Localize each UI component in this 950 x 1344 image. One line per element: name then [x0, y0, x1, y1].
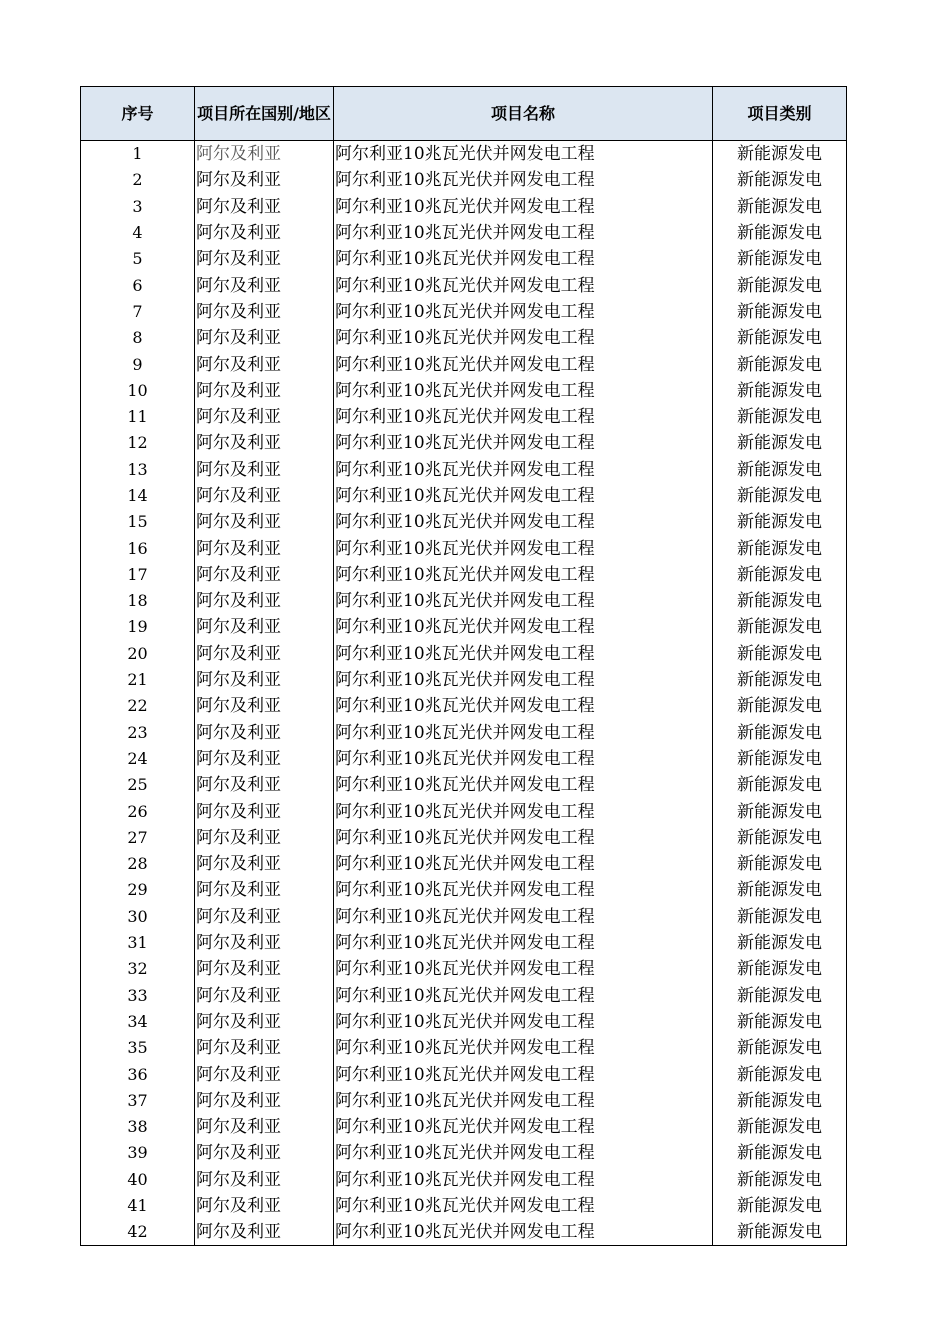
table-header: [81, 87, 847, 141]
table-row: [81, 851, 847, 877]
row-project-name-cell: 阿尔利亚10兆瓦光伏并网发电工程: [334, 325, 713, 351]
row-category-cell: 新能源发电: [713, 246, 847, 272]
row-project-name-cell: 阿尔利亚10兆瓦光伏并网发电工程: [334, 983, 713, 1009]
row-project-name-cell: 阿尔利亚10兆瓦光伏并网发电工程: [334, 141, 713, 168]
row-seq-cell: 15: [81, 509, 195, 535]
table-row: [81, 693, 847, 719]
row-seq-cell: 24: [81, 746, 195, 772]
row-category-cell: 新能源发电: [713, 483, 847, 509]
row-category-cell: 新能源发电: [713, 1193, 847, 1219]
row-region-cell: 阿尔及利亚: [195, 483, 334, 509]
row-project-name-cell: 阿尔利亚10兆瓦光伏并网发电工程: [334, 851, 713, 877]
row-category-cell: 新能源发电: [713, 1219, 847, 1246]
row-project-name-cell: 阿尔利亚10兆瓦光伏并网发电工程: [334, 877, 713, 903]
table-row: [81, 351, 847, 377]
row-category-cell: 新能源发电: [713, 1061, 847, 1087]
table-row: [81, 1035, 847, 1061]
row-project-name-cell: 阿尔利亚10兆瓦光伏并网发电工程: [334, 930, 713, 956]
row-project-name-cell: 阿尔利亚10兆瓦光伏并网发电工程: [334, 588, 713, 614]
row-region-cell: 阿尔及利亚: [195, 351, 334, 377]
table-row: [81, 325, 847, 351]
row-project-name-cell: 阿尔利亚10兆瓦光伏并网发电工程: [334, 509, 713, 535]
row-category-cell: 新能源发电: [713, 877, 847, 903]
row-project-name-cell: 阿尔利亚10兆瓦光伏并网发电工程: [334, 1009, 713, 1035]
table-row: [81, 772, 847, 798]
row-region-cell: 阿尔及利亚: [195, 614, 334, 640]
table-row: [81, 746, 847, 772]
row-project-name-cell: 阿尔利亚10兆瓦光伏并网发电工程: [334, 667, 713, 693]
row-project-name-cell: 阿尔利亚10兆瓦光伏并网发电工程: [334, 457, 713, 483]
row-seq-cell: 10: [81, 378, 195, 404]
project-table: [80, 86, 847, 1246]
row-region-cell: 阿尔及利亚: [195, 457, 334, 483]
row-region-cell: 阿尔及利亚: [195, 1035, 334, 1061]
row-seq-cell: 2: [81, 167, 195, 193]
row-category-cell: 新能源发电: [713, 930, 847, 956]
row-project-name-cell: 阿尔利亚10兆瓦光伏并网发电工程: [334, 167, 713, 193]
row-seq-cell: 39: [81, 1140, 195, 1166]
row-category-cell: 新能源发电: [713, 1140, 847, 1166]
row-project-name-cell: 阿尔利亚10兆瓦光伏并网发电工程: [334, 720, 713, 746]
table-row: [81, 509, 847, 535]
table-row: [81, 1193, 847, 1219]
table-row: [81, 194, 847, 220]
row-region-cell: 阿尔及利亚: [195, 825, 334, 851]
row-region-cell: 阿尔及利亚: [195, 1061, 334, 1087]
row-project-name-cell: 阿尔利亚10兆瓦光伏并网发电工程: [334, 299, 713, 325]
row-category-cell: 新能源发电: [713, 1035, 847, 1061]
row-project-name-cell: 阿尔利亚10兆瓦光伏并网发电工程: [334, 956, 713, 982]
table-row: [81, 299, 847, 325]
table-row: [81, 956, 847, 982]
row-region-cell: 阿尔及利亚: [195, 983, 334, 1009]
row-region-cell: 阿尔及利亚: [195, 430, 334, 456]
table-row: [81, 1167, 847, 1193]
row-seq-cell: 29: [81, 877, 195, 903]
row-seq-cell: 28: [81, 851, 195, 877]
row-category-cell: 新能源发电: [713, 457, 847, 483]
row-seq-cell: 32: [81, 956, 195, 982]
row-seq-cell: 34: [81, 1009, 195, 1035]
table-row: [81, 1009, 847, 1035]
row-seq-cell: 36: [81, 1061, 195, 1087]
table-row: [81, 667, 847, 693]
row-seq-cell: 27: [81, 825, 195, 851]
row-seq-cell: 21: [81, 667, 195, 693]
header-region: 项目所在国别/地区: [195, 87, 334, 141]
row-region-cell: 阿尔及利亚: [195, 667, 334, 693]
row-region-cell: 阿尔及利亚: [195, 956, 334, 982]
row-category-cell: 新能源发电: [713, 720, 847, 746]
table-row: [81, 141, 847, 168]
row-category-cell: 新能源发电: [713, 1114, 847, 1140]
row-category-cell: 新能源发电: [713, 614, 847, 640]
row-project-name-cell: 阿尔利亚10兆瓦光伏并网发电工程: [334, 1140, 713, 1166]
row-category-cell: 新能源发电: [713, 588, 847, 614]
row-category-cell: 新能源发电: [713, 693, 847, 719]
row-category-cell: 新能源发电: [713, 272, 847, 298]
row-seq-cell: 17: [81, 562, 195, 588]
row-region-cell: 阿尔及利亚: [195, 851, 334, 877]
row-seq-cell: 14: [81, 483, 195, 509]
row-region-cell: 阿尔及利亚: [195, 509, 334, 535]
row-region-cell: 阿尔及利亚: [195, 930, 334, 956]
row-seq-cell: 23: [81, 720, 195, 746]
row-category-cell: 新能源发电: [713, 904, 847, 930]
row-region-cell: 阿尔及利亚: [195, 1167, 334, 1193]
row-category-cell: 新能源发电: [713, 141, 847, 168]
table-row: [81, 404, 847, 430]
table-row: [81, 1114, 847, 1140]
row-project-name-cell: 阿尔利亚10兆瓦光伏并网发电工程: [334, 641, 713, 667]
header-row: [81, 87, 847, 141]
row-category-cell: 新能源发电: [713, 299, 847, 325]
row-region-cell: 阿尔及利亚: [195, 1219, 334, 1246]
row-category-cell: 新能源发电: [713, 825, 847, 851]
row-category-cell: 新能源发电: [713, 404, 847, 430]
row-region-cell: 阿尔及利亚: [195, 1193, 334, 1219]
row-region-cell: 阿尔及利亚: [195, 1009, 334, 1035]
table-row: [81, 1061, 847, 1087]
row-seq-cell: 5: [81, 246, 195, 272]
table-row: [81, 272, 847, 298]
row-seq-cell: 25: [81, 772, 195, 798]
row-project-name-cell: 阿尔利亚10兆瓦光伏并网发电工程: [334, 535, 713, 561]
table-row: [81, 167, 847, 193]
row-region-cell: 阿尔及利亚: [195, 798, 334, 824]
table-row: [81, 614, 847, 640]
row-project-name-cell: 阿尔利亚10兆瓦光伏并网发电工程: [334, 904, 713, 930]
table-row: [81, 457, 847, 483]
row-project-name-cell: 阿尔利亚10兆瓦光伏并网发电工程: [334, 562, 713, 588]
row-category-cell: 新能源发电: [713, 746, 847, 772]
row-seq-cell: 33: [81, 983, 195, 1009]
row-category-cell: 新能源发电: [713, 1167, 847, 1193]
row-seq-cell: 16: [81, 535, 195, 561]
row-region-cell: 阿尔及利亚: [195, 220, 334, 246]
table-row: [81, 588, 847, 614]
row-region-cell: 阿尔及利亚: [195, 141, 334, 168]
row-region-cell: 阿尔及利亚: [195, 1114, 334, 1140]
row-project-name-cell: 阿尔利亚10兆瓦光伏并网发电工程: [334, 272, 713, 298]
table-row: [81, 930, 847, 956]
row-category-cell: 新能源发电: [713, 1009, 847, 1035]
row-project-name-cell: 阿尔利亚10兆瓦光伏并网发电工程: [334, 693, 713, 719]
row-project-name-cell: 阿尔利亚10兆瓦光伏并网发电工程: [334, 1219, 713, 1246]
row-project-name-cell: 阿尔利亚10兆瓦光伏并网发电工程: [334, 246, 713, 272]
row-project-name-cell: 阿尔利亚10兆瓦光伏并网发电工程: [334, 430, 713, 456]
row-region-cell: 阿尔及利亚: [195, 404, 334, 430]
table-row: [81, 904, 847, 930]
row-seq-cell: 18: [81, 588, 195, 614]
row-category-cell: 新能源发电: [713, 430, 847, 456]
row-category-cell: 新能源发电: [713, 1088, 847, 1114]
row-project-name-cell: 阿尔利亚10兆瓦光伏并网发电工程: [334, 351, 713, 377]
row-region-cell: 阿尔及利亚: [195, 562, 334, 588]
row-region-cell: 阿尔及利亚: [195, 535, 334, 561]
row-category-cell: 新能源发电: [713, 378, 847, 404]
row-region-cell: 阿尔及利亚: [195, 877, 334, 903]
table-row: [81, 798, 847, 824]
row-seq-cell: 1: [81, 141, 195, 168]
row-seq-cell: 3: [81, 194, 195, 220]
row-category-cell: 新能源发电: [713, 641, 847, 667]
table-row: [81, 983, 847, 1009]
row-category-cell: 新能源发电: [713, 167, 847, 193]
row-region-cell: 阿尔及利亚: [195, 904, 334, 930]
row-project-name-cell: 阿尔利亚10兆瓦光伏并网发电工程: [334, 1088, 713, 1114]
table-row: [81, 825, 847, 851]
row-region-cell: 阿尔及利亚: [195, 693, 334, 719]
row-seq-cell: 42: [81, 1219, 195, 1246]
row-project-name-cell: 阿尔利亚10兆瓦光伏并网发电工程: [334, 798, 713, 824]
row-region-cell: 阿尔及利亚: [195, 325, 334, 351]
row-project-name-cell: 阿尔利亚10兆瓦光伏并网发电工程: [334, 614, 713, 640]
row-project-name-cell: 阿尔利亚10兆瓦光伏并网发电工程: [334, 1061, 713, 1087]
row-seq-cell: 20: [81, 641, 195, 667]
table-row: [81, 220, 847, 246]
table-row: [81, 720, 847, 746]
row-region-cell: 阿尔及利亚: [195, 746, 334, 772]
row-category-cell: 新能源发电: [713, 983, 847, 1009]
row-seq-cell: 41: [81, 1193, 195, 1219]
row-seq-cell: 13: [81, 457, 195, 483]
table-row: [81, 535, 847, 561]
row-region-cell: 阿尔及利亚: [195, 588, 334, 614]
row-category-cell: 新能源发电: [713, 851, 847, 877]
row-region-cell: 阿尔及利亚: [195, 1140, 334, 1166]
row-category-cell: 新能源发电: [713, 772, 847, 798]
table-row: [81, 246, 847, 272]
row-seq-cell: 7: [81, 299, 195, 325]
row-region-cell: 阿尔及利亚: [195, 378, 334, 404]
row-project-name-cell: 阿尔利亚10兆瓦光伏并网发电工程: [334, 404, 713, 430]
row-project-name-cell: 阿尔利亚10兆瓦光伏并网发电工程: [334, 220, 713, 246]
row-seq-cell: 19: [81, 614, 195, 640]
table-row: [81, 641, 847, 667]
row-project-name-cell: 阿尔利亚10兆瓦光伏并网发电工程: [334, 378, 713, 404]
row-region-cell: 阿尔及利亚: [195, 167, 334, 193]
table-row: [81, 562, 847, 588]
row-category-cell: 新能源发电: [713, 798, 847, 824]
row-category-cell: 新能源发电: [713, 509, 847, 535]
table-row: [81, 1088, 847, 1114]
header-category: 项目类别: [713, 87, 847, 141]
row-project-name-cell: 阿尔利亚10兆瓦光伏并网发电工程: [334, 483, 713, 509]
row-seq-cell: 8: [81, 325, 195, 351]
row-project-name-cell: 阿尔利亚10兆瓦光伏并网发电工程: [334, 1114, 713, 1140]
row-region-cell: 阿尔及利亚: [195, 272, 334, 298]
row-project-name-cell: 阿尔利亚10兆瓦光伏并网发电工程: [334, 1193, 713, 1219]
row-category-cell: 新能源发电: [713, 667, 847, 693]
row-region-cell: 阿尔及利亚: [195, 246, 334, 272]
row-project-name-cell: 阿尔利亚10兆瓦光伏并网发电工程: [334, 825, 713, 851]
row-region-cell: 阿尔及利亚: [195, 772, 334, 798]
row-seq-cell: 38: [81, 1114, 195, 1140]
row-project-name-cell: 阿尔利亚10兆瓦光伏并网发电工程: [334, 746, 713, 772]
row-project-name-cell: 阿尔利亚10兆瓦光伏并网发电工程: [334, 1035, 713, 1061]
table-body: [81, 141, 847, 1246]
row-category-cell: 新能源发电: [713, 194, 847, 220]
table-row: [81, 877, 847, 903]
row-category-cell: 新能源发电: [713, 562, 847, 588]
header-project-name: 项目名称: [334, 87, 713, 141]
row-seq-cell: 6: [81, 272, 195, 298]
row-seq-cell: 11: [81, 404, 195, 430]
row-category-cell: 新能源发电: [713, 956, 847, 982]
row-seq-cell: 40: [81, 1167, 195, 1193]
table-row: [81, 378, 847, 404]
row-category-cell: 新能源发电: [713, 220, 847, 246]
row-project-name-cell: 阿尔利亚10兆瓦光伏并网发电工程: [334, 772, 713, 798]
table-row: [81, 1219, 847, 1246]
header-seq: 序号: [81, 87, 195, 141]
row-seq-cell: 35: [81, 1035, 195, 1061]
row-region-cell: 阿尔及利亚: [195, 194, 334, 220]
row-project-name-cell: 阿尔利亚10兆瓦光伏并网发电工程: [334, 194, 713, 220]
row-region-cell: 阿尔及利亚: [195, 1088, 334, 1114]
row-project-name-cell: 阿尔利亚10兆瓦光伏并网发电工程: [334, 1167, 713, 1193]
row-seq-cell: 4: [81, 220, 195, 246]
row-region-cell: 阿尔及利亚: [195, 641, 334, 667]
row-region-cell: 阿尔及利亚: [195, 720, 334, 746]
table-row: [81, 1140, 847, 1166]
row-category-cell: 新能源发电: [713, 535, 847, 561]
row-seq-cell: 9: [81, 351, 195, 377]
row-seq-cell: 30: [81, 904, 195, 930]
row-seq-cell: 31: [81, 930, 195, 956]
row-region-cell: 阿尔及利亚: [195, 299, 334, 325]
row-category-cell: 新能源发电: [713, 325, 847, 351]
row-seq-cell: 26: [81, 798, 195, 824]
table-row: [81, 483, 847, 509]
row-seq-cell: 37: [81, 1088, 195, 1114]
row-seq-cell: 12: [81, 430, 195, 456]
row-seq-cell: 22: [81, 693, 195, 719]
row-category-cell: 新能源发电: [713, 351, 847, 377]
table-row: [81, 430, 847, 456]
